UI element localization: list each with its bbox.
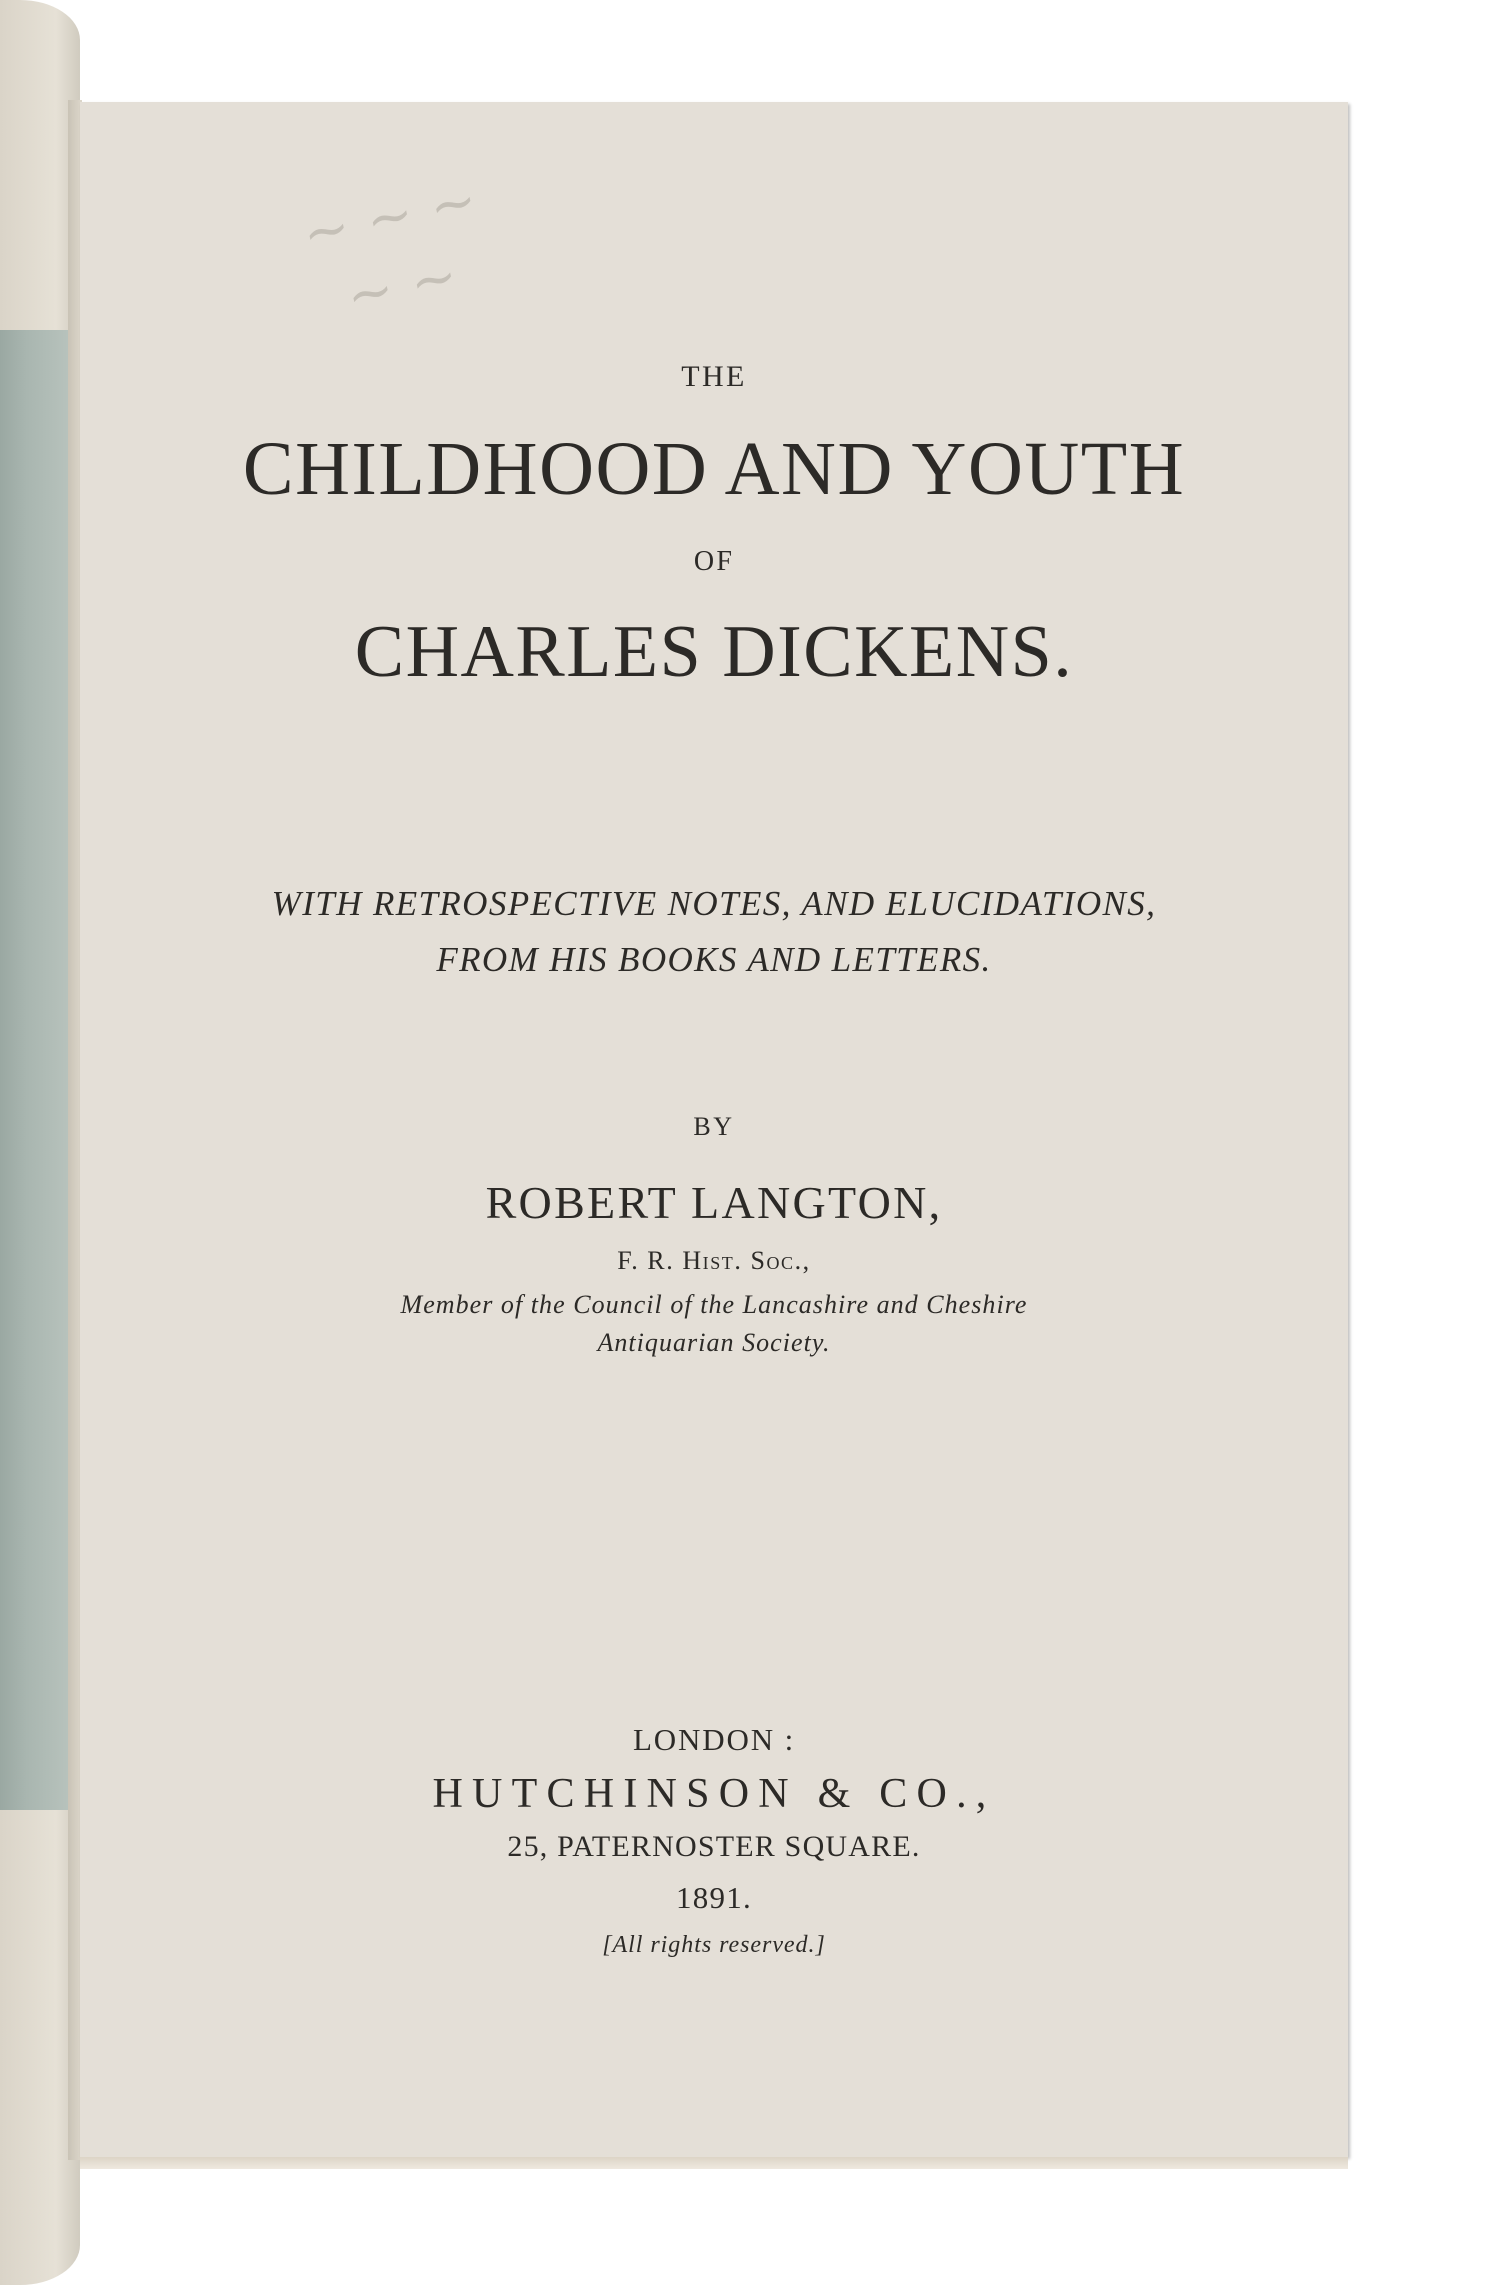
imprint-year: 1891. xyxy=(676,1880,752,1915)
author-credential: F. R. Hist. Soc., xyxy=(617,1246,811,1275)
page-edge xyxy=(80,2157,1348,2169)
affiliation-line-2: Antiquarian Society. xyxy=(597,1328,831,1357)
subtitle-line-2: FROM HIS BOOKS AND LETTERS. xyxy=(436,940,992,979)
imprint-place: LONDON : xyxy=(632,1722,796,1757)
imprint-publisher: HUTCHINSON & CO., xyxy=(432,1771,996,1817)
title-of: OF xyxy=(693,546,735,577)
affiliation-line-1: Member of the Council of the Lancashire and Cheshire xyxy=(400,1290,1028,1319)
imprint-address: 25, PATERNOSTER SQUARE. xyxy=(507,1830,921,1863)
title-the: THE xyxy=(681,360,747,393)
title-line-2: CHARLES DICKENS. xyxy=(354,611,1074,693)
by-line: BY xyxy=(693,1112,735,1141)
author-name: ROBERT LANGTON, xyxy=(485,1177,943,1228)
rights-notice: [All rights reserved.] xyxy=(602,1932,826,1958)
title-line-1: CHILDHOOD AND YOUTH xyxy=(242,427,1186,511)
faint-pencil-inscription: ~ ~ ~ ~ ~ xyxy=(296,167,483,330)
frontispiece-plate-edge xyxy=(0,330,68,1810)
subtitle-line-1: WITH RETROSPECTIVE NOTES, AND ELUCIDATIONS, xyxy=(271,884,1157,923)
